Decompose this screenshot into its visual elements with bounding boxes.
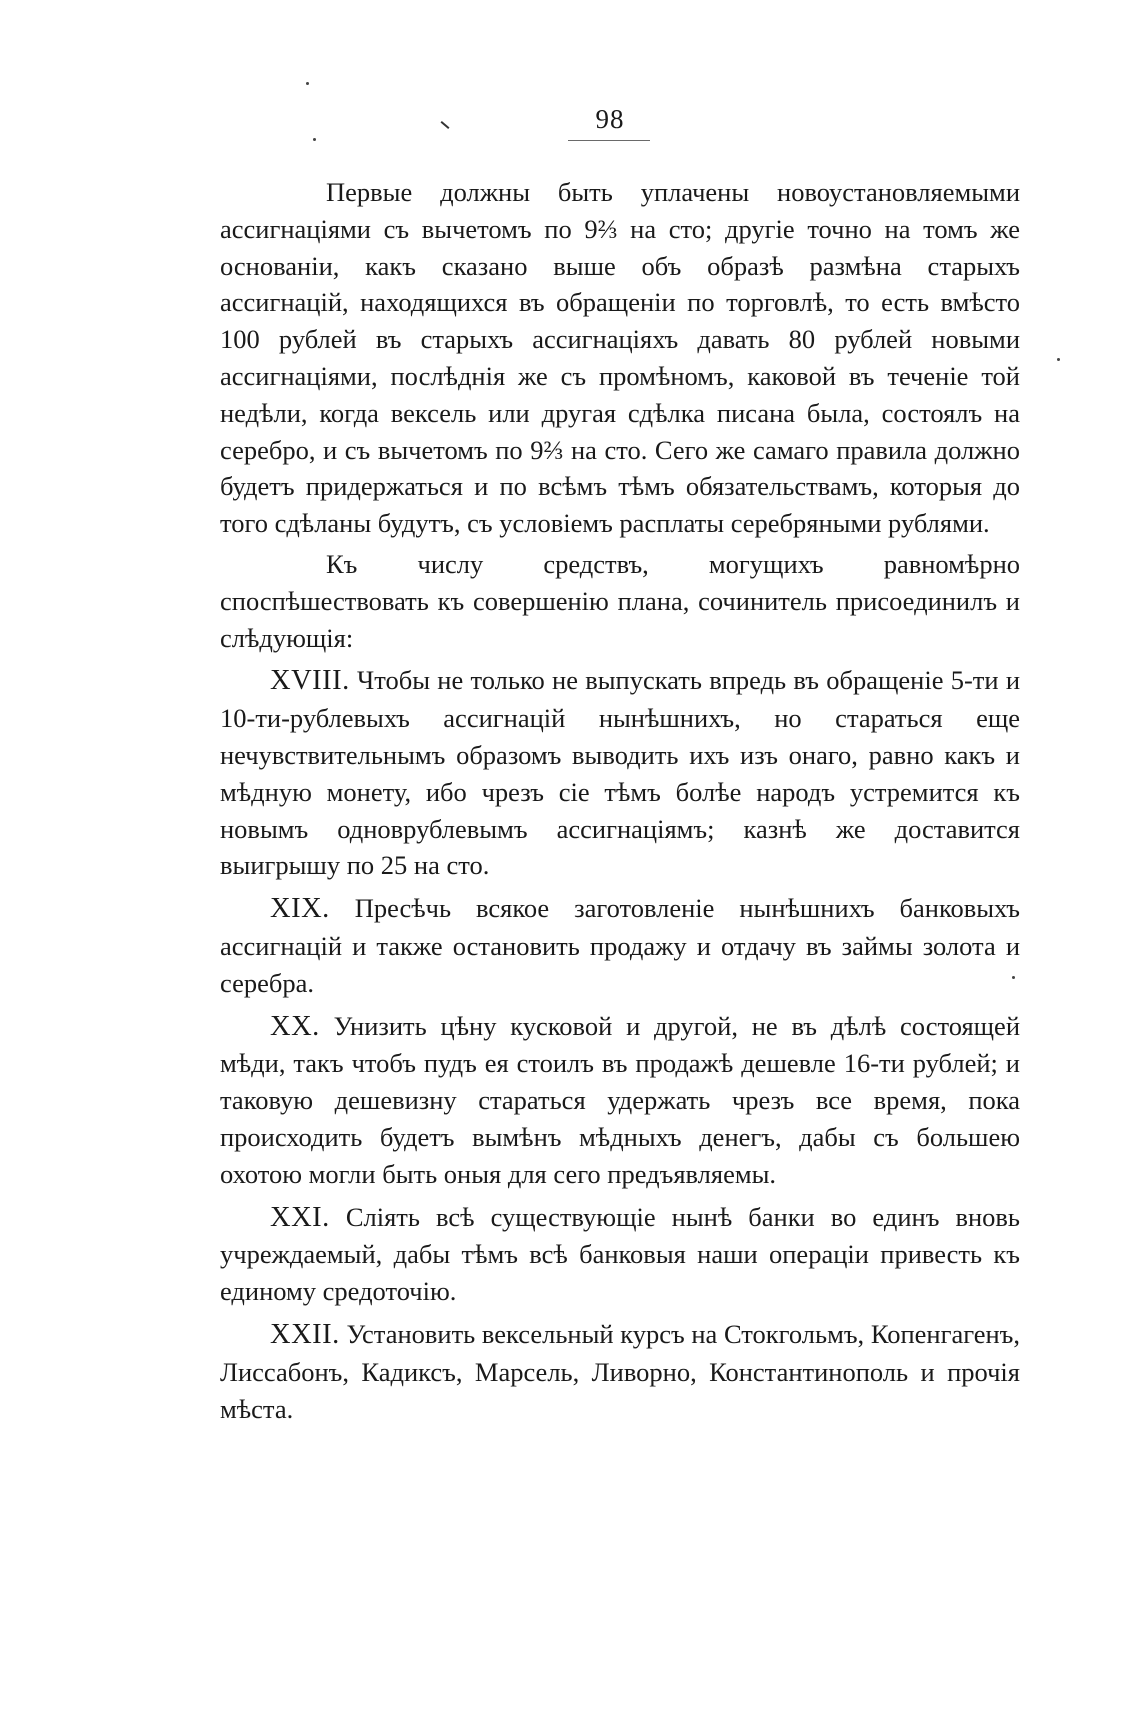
paragraph-text: Къ числу средствъ, могущихъ равномѣрно споспѣшествовать къ совершенію плана, сочинитель присоединилъ и слѣдующія: bbox=[220, 548, 1020, 653]
article-numeral: XXII. bbox=[270, 1318, 340, 1350]
page-number-rule bbox=[568, 140, 650, 141]
article-numeral: XXI. bbox=[270, 1201, 330, 1233]
article-text: Установить вексельный курсъ на Стокгольмъ, Копенгагенъ, Лиссабонъ, Кадиксъ, Марсель, Ливорно, Константинополь и прочія мѣста. bbox=[220, 1318, 1021, 1424]
article-text: Чтобы не только не выпускать впредь въ обращеніе 5-ти и 10-ти-рублевыхъ ассигнацій нынѣшнихъ, но стараться еще нечувствительнымъ образомъ выводить ихъ изъ онаго, равно какъ и мѣдную монету, ибо чрезъ сіе тѣмъ болѣе народъ устремится къ новымъ одноврублевымъ ассигнаціямъ; казнѣ же доставится выигрышу по 25 на сто. bbox=[220, 665, 1021, 881]
scan-speck bbox=[1057, 358, 1060, 361]
numbered-article bbox=[220, 662, 1020, 884]
article-text: Слiять всѣ существующіе нынѣ банки во единъ вновь учреждаемый, дабы тѣмъ всѣ банковыя наши операціи привесть къ единому средоточію. bbox=[220, 1201, 1020, 1307]
paragraph bbox=[220, 174, 1020, 542]
paragraph bbox=[220, 546, 1020, 656]
article-text: Пресѣчь всякое заготовленіе нынѣшнихъ банковыхъ ассигнацій и также остановить продажу и отдачу въ займы золота и серебра. bbox=[220, 893, 1021, 998]
page-number: 98 bbox=[595, 104, 625, 134]
article-numeral: XVIII. bbox=[270, 665, 350, 697]
scan-speck bbox=[313, 138, 316, 141]
scan-speck bbox=[306, 82, 309, 85]
numbered-article bbox=[220, 890, 1020, 1001]
article-numeral: XX. bbox=[270, 1010, 320, 1042]
body-text bbox=[220, 174, 1020, 1427]
numbered-article bbox=[220, 1199, 1020, 1310]
article-text: Унизить цѣну кусковой и другой, не въ дѣлѣ состоящей мѣди, такъ чтобъ пудъ ея стоилъ въ продажѣ дешевле 16-ти рублей; и таковую дешевизну стараться удержать чрезъ все время, пока происходить будетъ вымѣнъ мѣдныхъ денегъ, дабы съ большею охотою могли быть оныя для сего предъявляемы. bbox=[220, 1010, 1020, 1189]
article-numeral: XIX. bbox=[270, 893, 330, 925]
numbered-article bbox=[220, 1316, 1020, 1427]
numbered-article bbox=[220, 1008, 1020, 1193]
scan-mark bbox=[441, 121, 450, 129]
paragraph-text: Первые должны быть уплачены новоустановляемыми ассигнаціями съ вычетомъ по 9⅔ на сто; другіе точно на томъ же основаніи, какъ сказано выше объ образѣ размѣна старыхъ ассигнацій, находящихся въ обращеніи по торговлѣ, то есть вмѣсто 100 рублей въ старыхъ ассигнаціяхъ давать 80 рублей новыми ассигнаціями, послѣднія же съ промѣномъ, каковой въ теченіе той недѣли, когда вексель или другая сдѣлка писана была, состоялъ на серебро, и съ вычетомъ по 9⅔ на сто. Сего же самаго правила должно будетъ придержаться и по всѣмъ тѣмъ обязательствамъ, которыя до того сдѣланы будутъ, съ условіемъ расплаты серебряными рублями. bbox=[220, 177, 1020, 539]
